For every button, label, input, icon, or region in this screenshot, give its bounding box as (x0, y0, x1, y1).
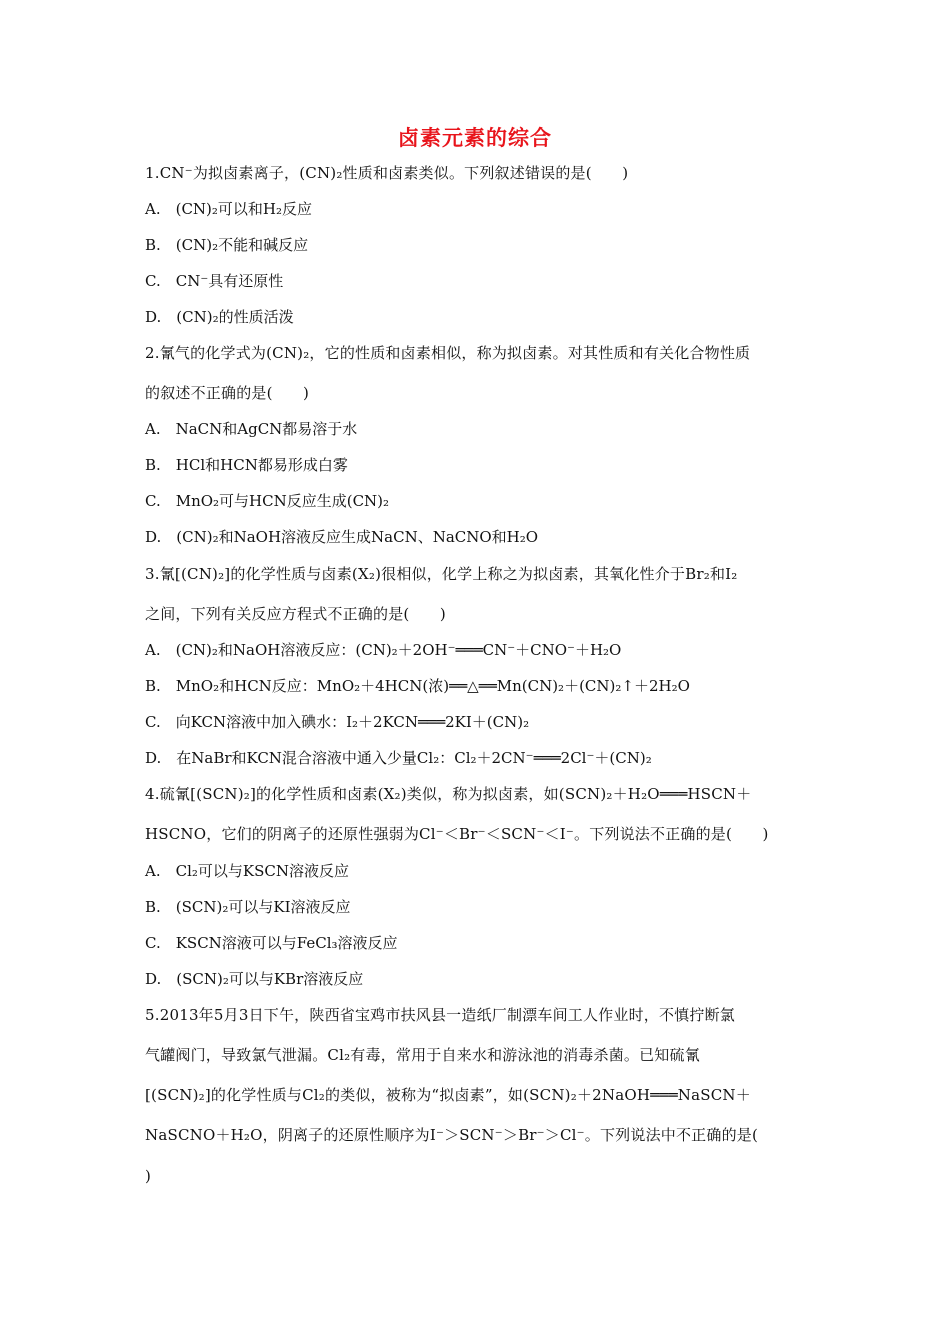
q1-option-b: B. (CN)₂不能和碱反应 (145, 236, 309, 254)
q4-option-b: B. (SCN)₂可以与KI溶液反应 (145, 898, 351, 916)
q1-stem: 1.CN⁻为拟卤素离子，(CN)₂性质和卤素类似。下列叙述错误的是( ) (145, 164, 629, 182)
q5-stem-line1: 5.2013年5月3日下午，陕西省宝鸡市扶风县一造纸厂制漂车间工人作业时，不慎拧断氯 (145, 1006, 735, 1024)
q2-option-b: B. HCl和HCN都易形成白雾 (145, 456, 348, 474)
q1-option-d: D. (CN)₂的性质活泼 (145, 308, 294, 326)
q4-stem-line2: HSCNO，它们的阴离子的还原性强弱为Cl⁻＜Br⁻＜SCN⁻＜I⁻。下列说法不正确的是( ) (145, 825, 769, 843)
q5-stem-line3: [(SCN)₂]的化学性质与Cl₂的类似，被称为“拟卤素”，如(SCN)₂＋2NaOH═══NaSCN＋ (145, 1086, 751, 1104)
q4-option-d: D. (SCN)₂可以与KBr溶液反应 (145, 970, 364, 988)
q3-stem-line1: 3.氰[(CN)₂]的化学性质与卤素(X₂)很相似，化学上称之为拟卤素，其氧化性介于Br₂和I₂ (145, 565, 738, 583)
q1-option-c: C. CN⁻具有还原性 (145, 272, 284, 290)
q3-option-d: D. 在NaBr和KCN混合溶液中通入少量Cl₂：Cl₂＋2CN⁻═══2Cl⁻＋(CN)₂ (145, 749, 652, 767)
q2-option-c: C. MnO₂可与HCN反应生成(CN)₂ (145, 492, 390, 510)
q3-option-b: B. MnO₂和HCN反应：MnO₂＋4HCN(浓)══△══Mn(CN)₂＋(CN)₂↑＋2H₂O (145, 677, 690, 695)
q3-option-a: A. (CN)₂和NaOH溶液反应：(CN)₂＋2OH⁻═══CN⁻＋CNO⁻＋H₂O (145, 641, 622, 659)
q2-stem-line1: 2.氰气的化学式为(CN)₂，它的性质和卤素相似，称为拟卤素。对其性质和有关化合物性质 (145, 344, 751, 362)
q2-option-a: A. NaCN和AgCN都易溶于水 (145, 420, 358, 438)
q4-option-a: A. Cl₂可以与KSCN溶液反应 (145, 862, 349, 880)
q1-option-a: A. (CN)₂可以和H₂反应 (145, 200, 313, 218)
q5-stem-line5: ) (145, 1167, 152, 1185)
q5-stem-line2: 气罐阀门，导致氯气泄漏。Cl₂有毒，常用于自来水和游泳池的消毒杀菌。已知硫氰 (145, 1046, 700, 1064)
q2-stem-line2: 的叙述不正确的是( ) (145, 384, 310, 402)
page-title: 卤素元素的综合 (398, 126, 552, 150)
q3-option-c: C. 向KCN溶液中加入碘水：I₂＋2KCN═══2KI＋(CN)₂ (145, 713, 530, 731)
q5-stem-line4: NaSCNO＋H₂O，阴离子的还原性顺序为I⁻＞SCN⁻＞Br⁻＞Cl⁻。下列说法中不正确的是( (145, 1126, 759, 1144)
q4-option-c: C. KSCN溶液可以与FeCl₃溶液反应 (145, 934, 398, 952)
q3-stem-line2: 之间，下列有关反应方程式不正确的是( ) (145, 605, 446, 623)
q4-stem-line1: 4.硫氰[(SCN)₂]的化学性质和卤素(X₂)类似，称为拟卤素，如(SCN)₂＋H₂O═══HSCN＋ (145, 785, 752, 803)
q2-option-d: D. (CN)₂和NaOH溶液反应生成NaCN、NaCNO和H₂O (145, 528, 539, 546)
